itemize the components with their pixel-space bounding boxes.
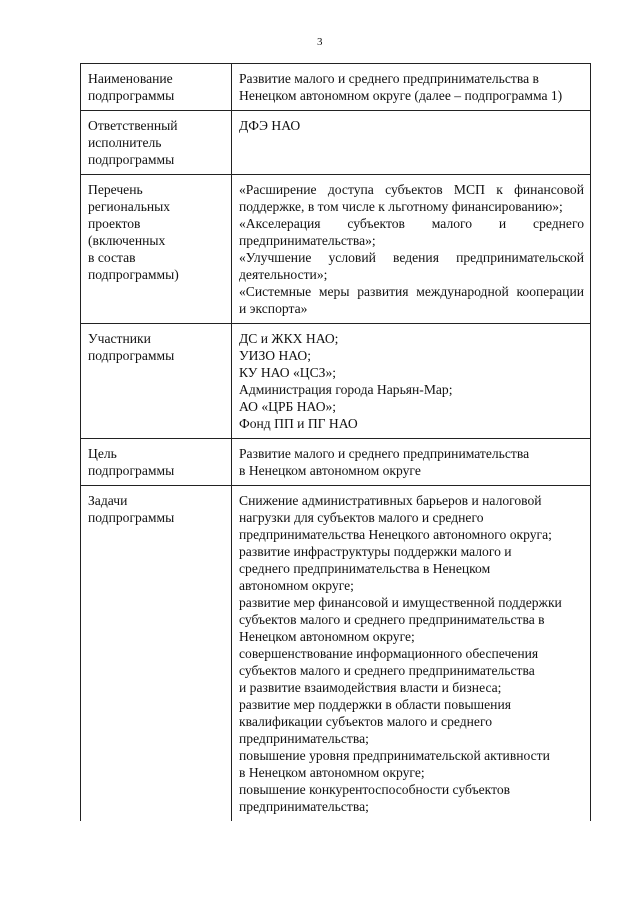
row-label-cell: [81, 64, 232, 111]
row-value-line: Развитие малого и среднего предпринимательства: [239, 446, 530, 461]
row-value-line: совершенствование информационного обеспечения: [239, 646, 539, 661]
row-value-line: Развитие малого и среднего предпринимательства в: [239, 71, 539, 86]
passport-row: [81, 324, 591, 439]
row-value-line: развитие инфраструктуры поддержки малого и: [239, 544, 512, 559]
row-label-line: подпрограммы: [88, 510, 175, 525]
row-value-cell: [232, 175, 591, 324]
row-value-line: АО «ЦРБ НАО»;: [239, 399, 337, 414]
row-value-line: Ненецком автономном округе (далее – подпрограмма 1): [239, 88, 563, 103]
row-value-line: в Ненецком автономном округе: [239, 463, 421, 478]
row-value-line: предпринимательства»;: [239, 233, 376, 248]
row-value-line: «Акселерация субъектов малого и среднего: [239, 216, 584, 231]
row-label-line: Участники: [88, 331, 151, 346]
row-label-line: подпрограммы): [88, 267, 179, 282]
row-value-line: и экспорта»: [239, 301, 308, 316]
passport-row: [81, 439, 591, 486]
row-label-cell: [81, 175, 232, 324]
row-value-line: в Ненецком автономном округе;: [239, 765, 425, 780]
row-value-line: развитие мер поддержки в области повышения: [239, 697, 511, 712]
row-value-line: Администрация города Нарьян-Мар;: [239, 382, 453, 397]
row-value-line: субъектов малого и среднего предпринимательства в: [239, 612, 545, 627]
row-label-cell: [81, 324, 232, 439]
row-label-line: подпрограммы: [88, 88, 175, 103]
row-value-line: автономном округе;: [239, 578, 354, 593]
row-value-line: предпринимательства Ненецкого автономного округа;: [239, 527, 552, 542]
row-value-line: ДФЭ НАО: [239, 118, 301, 133]
row-value-line: среднего предпринимательства в Ненецком: [239, 561, 491, 576]
row-value-cell: [232, 486, 591, 822]
row-label-line: Задачи: [88, 493, 128, 508]
row-value-line: повышение уровня предпринимательской активности: [239, 748, 550, 763]
row-value-line: квалификации субъектов малого и среднего: [239, 714, 492, 729]
row-value-line: предпринимательства;: [239, 731, 369, 746]
row-value-cell: [232, 324, 591, 439]
row-value-line: поддержке, в том числе к льготному финансированию»;: [239, 199, 563, 214]
row-label-line: (включенных: [88, 233, 166, 248]
row-value-line: Фонд ПП и ПГ НАО: [239, 416, 358, 431]
passport-row: [81, 486, 591, 822]
row-label-line: региональных: [88, 199, 171, 214]
row-value-line: Снижение административных барьеров и налоговой: [239, 493, 542, 508]
passport-row: [81, 111, 591, 175]
row-label-cell: [81, 486, 232, 822]
row-value-cell: [232, 111, 591, 175]
row-label-cell: [81, 111, 232, 175]
subprogram-passport-table: [80, 63, 591, 821]
row-value-line: Ненецком автономном округе;: [239, 629, 415, 644]
row-value-line: «Улучшение условий ведения предпринимательской: [239, 250, 584, 265]
page-number: 3: [317, 36, 323, 48]
row-label-line: Наименование: [88, 71, 173, 86]
row-label-line: подпрограммы: [88, 152, 175, 167]
passport-row: [81, 175, 591, 324]
row-value-line: и развитие взаимодействия власти и бизнеса;: [239, 680, 502, 695]
row-label-line: Цель: [88, 446, 117, 461]
row-value-line: предпринимательства;: [239, 799, 369, 814]
row-value-line: повышение конкурентоспособности субъектов: [239, 782, 511, 797]
row-value-line: «Системные меры развития международной кооперации: [239, 284, 584, 299]
row-label-line: исполнитель: [88, 135, 162, 150]
row-value-line: «Расширение доступа субъектов МСП к финансовой: [239, 182, 584, 197]
row-value-line: УИЗО НАО;: [239, 348, 312, 363]
row-label-line: подпрограммы: [88, 463, 175, 478]
row-value-cell: [232, 64, 591, 111]
row-label-cell: [81, 439, 232, 486]
row-value-line: ДС и ЖКХ НАО;: [239, 331, 339, 346]
row-value-line: субъектов малого и среднего предпринимательства: [239, 663, 535, 678]
row-value-line: КУ НАО «ЦСЗ»;: [239, 365, 337, 380]
row-value-line: развитие мер финансовой и имущественной поддержки: [239, 595, 562, 610]
row-label-line: подпрограммы: [88, 348, 175, 363]
row-label-line: Ответственный: [88, 118, 178, 133]
passport-row: [81, 64, 591, 111]
row-label-line: проектов: [88, 216, 141, 231]
row-label-line: Перечень: [88, 182, 143, 197]
row-value-cell: [232, 439, 591, 486]
row-label-line: в состав: [88, 250, 136, 265]
row-value-line: деятельности»;: [239, 267, 328, 282]
row-value-line: нагрузки для субъектов малого и среднего: [239, 510, 484, 525]
